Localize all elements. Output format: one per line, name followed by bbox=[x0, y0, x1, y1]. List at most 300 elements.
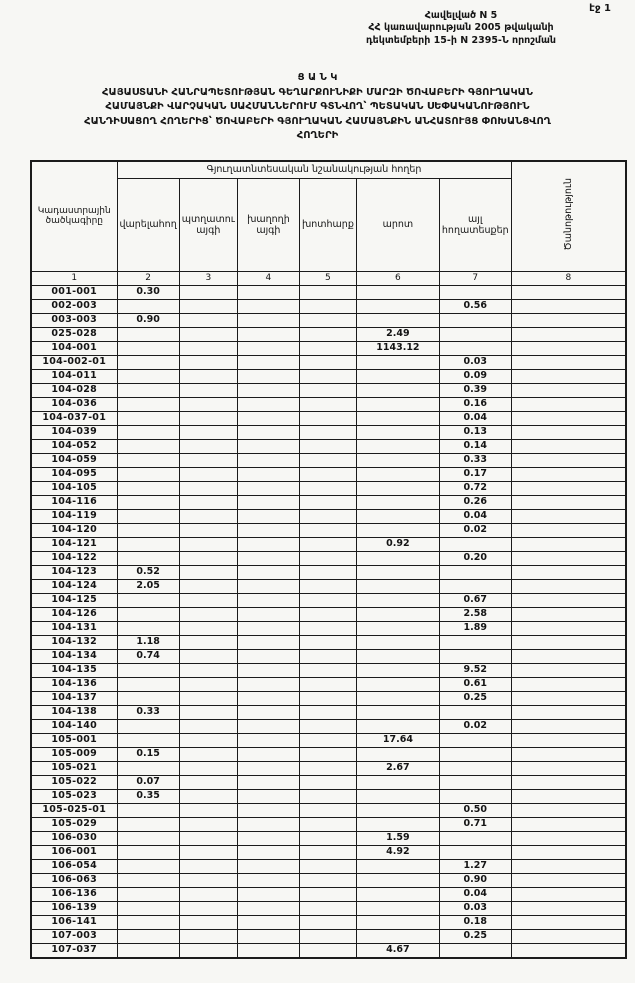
value-cell: 2.67 bbox=[356, 761, 439, 775]
table-row bbox=[31, 383, 626, 397]
value-cell bbox=[237, 411, 299, 425]
value-cell bbox=[299, 915, 356, 929]
value-cell bbox=[179, 523, 237, 537]
value-cell: 0.72 bbox=[439, 481, 511, 495]
value-cell bbox=[511, 747, 626, 761]
value-cell bbox=[511, 691, 626, 705]
value-cell bbox=[299, 789, 356, 803]
value-cell bbox=[439, 943, 511, 958]
value-cell bbox=[356, 705, 439, 719]
value-cell bbox=[179, 299, 237, 313]
land-parcels-table bbox=[30, 160, 627, 959]
cadastral-code-cell: 104-121 bbox=[31, 537, 117, 551]
table-row bbox=[31, 705, 626, 719]
value-cell bbox=[439, 789, 511, 803]
value-cell bbox=[237, 649, 299, 663]
value-cell bbox=[439, 327, 511, 341]
table-row bbox=[31, 859, 626, 873]
cadastral-code-cell: 106-054 bbox=[31, 859, 117, 873]
cadastral-code-cell: 106-030 bbox=[31, 831, 117, 845]
value-cell bbox=[511, 915, 626, 929]
value-cell bbox=[237, 915, 299, 929]
value-cell bbox=[511, 341, 626, 355]
value-cell bbox=[356, 621, 439, 635]
value-cell bbox=[511, 509, 626, 523]
value-cell bbox=[356, 299, 439, 313]
value-cell: 0.39 bbox=[439, 383, 511, 397]
cadastral-code-cell: 104-140 bbox=[31, 719, 117, 733]
value-cell bbox=[511, 523, 626, 537]
value-cell: 17.64 bbox=[356, 733, 439, 747]
value-cell bbox=[179, 859, 237, 873]
value-cell bbox=[299, 509, 356, 523]
header-subcolumn-arable-land: վարելահող bbox=[117, 178, 179, 271]
value-cell bbox=[356, 803, 439, 817]
value-cell: 2.58 bbox=[439, 607, 511, 621]
value-cell bbox=[237, 313, 299, 327]
column-number: 2 bbox=[117, 271, 179, 285]
value-cell bbox=[179, 649, 237, 663]
value-cell: 0.25 bbox=[439, 691, 511, 705]
cadastral-code-cell: 106-141 bbox=[31, 915, 117, 929]
value-cell bbox=[299, 649, 356, 663]
value-cell bbox=[117, 355, 179, 369]
value-cell bbox=[117, 943, 179, 958]
value-cell: 0.02 bbox=[439, 523, 511, 537]
cadastral-code-cell: 104-126 bbox=[31, 607, 117, 621]
value-cell bbox=[299, 705, 356, 719]
value-cell bbox=[356, 565, 439, 579]
value-cell bbox=[237, 495, 299, 509]
header-note bbox=[511, 161, 626, 272]
value-cell bbox=[179, 733, 237, 747]
value-cell bbox=[511, 635, 626, 649]
value-cell bbox=[299, 873, 356, 887]
value-cell bbox=[237, 593, 299, 607]
value-cell: 0.13 bbox=[439, 425, 511, 439]
value-cell bbox=[179, 509, 237, 523]
value-cell bbox=[511, 859, 626, 873]
value-cell bbox=[356, 747, 439, 761]
value-cell bbox=[299, 677, 356, 691]
value-cell bbox=[511, 873, 626, 887]
value-cell bbox=[299, 593, 356, 607]
value-cell bbox=[237, 747, 299, 761]
table-row bbox=[31, 873, 626, 887]
value-cell bbox=[237, 579, 299, 593]
value-cell bbox=[237, 621, 299, 635]
value-cell bbox=[299, 523, 356, 537]
title-line-1: Ց Ա Ն Կ bbox=[297, 72, 338, 84]
cadastral-code-cell: 105-001 bbox=[31, 733, 117, 747]
value-cell: 0.18 bbox=[439, 915, 511, 929]
table-row bbox=[31, 719, 626, 733]
value-cell: 0.14 bbox=[439, 439, 511, 453]
value-cell: 0.33 bbox=[117, 705, 179, 719]
value-cell bbox=[179, 831, 237, 845]
value-cell bbox=[179, 621, 237, 635]
value-cell bbox=[299, 565, 356, 579]
value-cell bbox=[299, 453, 356, 467]
column-number: 5 bbox=[299, 271, 356, 285]
value-cell bbox=[179, 873, 237, 887]
header-agricultural-lands-group: Գյուղատնտեսական նշանակության հողեր bbox=[117, 161, 511, 179]
value-cell: 0.90 bbox=[117, 313, 179, 327]
table-row bbox=[31, 691, 626, 705]
header-note-label: Ծանոթություն bbox=[562, 177, 574, 251]
table-row bbox=[31, 635, 626, 649]
value-cell bbox=[299, 691, 356, 705]
cadastral-code-cell: 104-134 bbox=[31, 649, 117, 663]
cadastral-code-cell: 104-002-01 bbox=[31, 355, 117, 369]
cadastral-code-cell: 104-125 bbox=[31, 593, 117, 607]
value-cell bbox=[179, 495, 237, 509]
value-cell bbox=[439, 635, 511, 649]
value-cell bbox=[179, 355, 237, 369]
value-cell: 0.26 bbox=[439, 495, 511, 509]
value-cell bbox=[117, 677, 179, 691]
header-subcolumn-other-land-types: այլ հողատեսքեր bbox=[439, 178, 511, 271]
cadastral-code-cell: 104-011 bbox=[31, 369, 117, 383]
cadastral-code-cell: 104-124 bbox=[31, 579, 117, 593]
value-cell bbox=[237, 803, 299, 817]
value-cell bbox=[237, 453, 299, 467]
value-cell bbox=[237, 481, 299, 495]
value-cell bbox=[237, 901, 299, 915]
value-cell bbox=[179, 411, 237, 425]
value-cell bbox=[299, 831, 356, 845]
value-cell bbox=[511, 285, 626, 299]
cadastral-code-cell: 104-123 bbox=[31, 565, 117, 579]
value-cell bbox=[356, 467, 439, 481]
header-subcolumn-orchard: պտղատու այգի bbox=[179, 178, 237, 271]
cadastral-code-cell: 104-122 bbox=[31, 551, 117, 565]
table-row bbox=[31, 621, 626, 635]
value-cell bbox=[356, 901, 439, 915]
table-row bbox=[31, 369, 626, 383]
value-cell bbox=[179, 761, 237, 775]
value-cell bbox=[117, 817, 179, 831]
value-cell: 1.89 bbox=[439, 621, 511, 635]
cadastral-code-cell: 105-022 bbox=[31, 775, 117, 789]
value-cell bbox=[179, 453, 237, 467]
value-cell bbox=[237, 537, 299, 551]
value-cell bbox=[299, 663, 356, 677]
cadastral-code-cell: 104-036 bbox=[31, 397, 117, 411]
header-subcolumn-hayfield: խոտհարք bbox=[299, 178, 356, 271]
value-cell bbox=[299, 327, 356, 341]
value-cell bbox=[356, 593, 439, 607]
cadastral-code-cell: 104-136 bbox=[31, 677, 117, 691]
value-cell bbox=[117, 873, 179, 887]
value-cell bbox=[117, 915, 179, 929]
value-cell bbox=[511, 831, 626, 845]
value-cell bbox=[237, 887, 299, 901]
table-row bbox=[31, 733, 626, 747]
cadastral-code-cell: 104-001 bbox=[31, 341, 117, 355]
value-cell bbox=[511, 607, 626, 621]
value-cell bbox=[511, 677, 626, 691]
value-cell bbox=[511, 803, 626, 817]
value-cell bbox=[299, 495, 356, 509]
value-cell: 0.03 bbox=[439, 355, 511, 369]
value-cell bbox=[237, 691, 299, 705]
value-cell bbox=[237, 929, 299, 943]
value-cell: 0.16 bbox=[439, 397, 511, 411]
value-cell bbox=[356, 649, 439, 663]
value-cell bbox=[179, 481, 237, 495]
value-cell bbox=[117, 663, 179, 677]
value-cell bbox=[511, 901, 626, 915]
value-cell bbox=[179, 705, 237, 719]
value-cell bbox=[356, 495, 439, 509]
cadastral-code-cell: 104-131 bbox=[31, 621, 117, 635]
value-cell bbox=[439, 845, 511, 859]
table-row bbox=[31, 523, 626, 537]
value-cell bbox=[179, 915, 237, 929]
value-cell bbox=[356, 411, 439, 425]
table-header bbox=[31, 161, 626, 286]
value-cell bbox=[299, 943, 356, 958]
header-cadastral-code: Կադաստրային ծածկագիրը bbox=[31, 161, 117, 272]
value-cell bbox=[117, 831, 179, 845]
column-number: 6 bbox=[356, 271, 439, 285]
value-cell bbox=[237, 565, 299, 579]
cadastral-code-cell: 105-021 bbox=[31, 761, 117, 775]
value-cell bbox=[299, 719, 356, 733]
value-cell bbox=[299, 299, 356, 313]
value-cell bbox=[356, 859, 439, 873]
value-cell bbox=[511, 327, 626, 341]
value-cell: 0.04 bbox=[439, 887, 511, 901]
value-cell bbox=[237, 663, 299, 677]
value-cell bbox=[299, 803, 356, 817]
table-row bbox=[31, 481, 626, 495]
title-line-4: ՀԱՆԴԻՍԱՑՈՂ ՀՈՂԵՐԻՑ՝ ԾՈՎԱԲԵՐԻ ԳՅՈՒՂԱԿԱՆ ՀԱՄԱՅՆՔԻՆ ԱՆՀԱՏՈՒՅՑ ՓՈԽԱՆՑՎՈՂ bbox=[84, 115, 551, 127]
value-cell bbox=[299, 845, 356, 859]
value-cell: 1.18 bbox=[117, 635, 179, 649]
header-row-column-numbers bbox=[31, 271, 626, 285]
cadastral-code-cell: 104-059 bbox=[31, 453, 117, 467]
value-cell bbox=[511, 481, 626, 495]
header-row-group bbox=[31, 161, 626, 179]
value-cell: 0.02 bbox=[439, 719, 511, 733]
value-cell bbox=[356, 691, 439, 705]
page-number: էջ 1 bbox=[589, 3, 611, 14]
value-cell bbox=[299, 313, 356, 327]
value-cell bbox=[299, 901, 356, 915]
value-cell bbox=[356, 887, 439, 901]
value-cell bbox=[299, 425, 356, 439]
value-cell bbox=[356, 677, 439, 691]
cadastral-code-cell: 105-025-01 bbox=[31, 803, 117, 817]
value-cell bbox=[179, 719, 237, 733]
value-cell bbox=[179, 677, 237, 691]
document-title bbox=[0, 71, 635, 144]
value-cell bbox=[299, 355, 356, 369]
cadastral-code-cell: 105-023 bbox=[31, 789, 117, 803]
header-subcolumn-vineyard: խաղողի այգի bbox=[237, 178, 299, 271]
value-cell bbox=[179, 943, 237, 958]
value-cell bbox=[117, 929, 179, 943]
value-cell bbox=[356, 607, 439, 621]
value-cell bbox=[356, 369, 439, 383]
table-row bbox=[31, 803, 626, 817]
value-cell bbox=[179, 817, 237, 831]
value-cell: 1.59 bbox=[356, 831, 439, 845]
value-cell: 0.52 bbox=[117, 565, 179, 579]
value-cell bbox=[511, 369, 626, 383]
value-cell bbox=[237, 397, 299, 411]
value-cell bbox=[179, 775, 237, 789]
value-cell bbox=[117, 607, 179, 621]
value-cell bbox=[299, 397, 356, 411]
value-cell bbox=[179, 537, 237, 551]
value-cell bbox=[511, 775, 626, 789]
value-cell: 1.27 bbox=[439, 859, 511, 873]
value-cell bbox=[179, 425, 237, 439]
title-line-5: ՀՈՂԵՐԻ bbox=[296, 130, 339, 142]
value-cell bbox=[356, 383, 439, 397]
value-cell bbox=[179, 369, 237, 383]
value-cell: 0.04 bbox=[439, 509, 511, 523]
value-cell bbox=[237, 873, 299, 887]
value-cell bbox=[179, 327, 237, 341]
value-cell bbox=[179, 383, 237, 397]
value-cell bbox=[356, 285, 439, 299]
table-row bbox=[31, 607, 626, 621]
table-row bbox=[31, 649, 626, 663]
cadastral-code-cell: 002-003 bbox=[31, 299, 117, 313]
column-number: 8 bbox=[511, 271, 626, 285]
value-cell bbox=[356, 817, 439, 831]
title-line-3: ՀԱՄԱՅՆՔԻ ՎԱՐՉԱԿԱՆ ՍԱՀՄԱՆՆԵՐՈՒՄ ԳՏՆՎՈՂ՝ ՊԵՏԱԿԱՆ ՍԵՓԱԿԱՆՈՒԹՅՈՒՆ bbox=[105, 101, 530, 113]
value-cell bbox=[117, 397, 179, 411]
value-cell bbox=[299, 859, 356, 873]
table-row bbox=[31, 537, 626, 551]
value-cell bbox=[356, 579, 439, 593]
table-row bbox=[31, 747, 626, 761]
value-cell bbox=[179, 341, 237, 355]
value-cell bbox=[237, 509, 299, 523]
cadastral-code-cell: 104-116 bbox=[31, 495, 117, 509]
value-cell: 0.07 bbox=[117, 775, 179, 789]
value-cell bbox=[179, 467, 237, 481]
value-cell bbox=[117, 593, 179, 607]
value-cell: 0.04 bbox=[439, 411, 511, 425]
value-cell bbox=[299, 817, 356, 831]
value-cell bbox=[237, 467, 299, 481]
header-subcolumn-pasture: արոտ bbox=[356, 178, 439, 271]
value-cell bbox=[299, 285, 356, 299]
cadastral-code-cell: 107-003 bbox=[31, 929, 117, 943]
value-cell bbox=[237, 705, 299, 719]
cadastral-code-cell: 106-139 bbox=[31, 901, 117, 915]
value-cell bbox=[299, 341, 356, 355]
table-row bbox=[31, 439, 626, 453]
value-cell bbox=[356, 873, 439, 887]
cadastral-code-cell: 105-029 bbox=[31, 817, 117, 831]
value-cell bbox=[179, 607, 237, 621]
value-cell bbox=[356, 635, 439, 649]
value-cell: 0.15 bbox=[117, 747, 179, 761]
value-cell bbox=[299, 733, 356, 747]
value-cell bbox=[237, 733, 299, 747]
column-number: 3 bbox=[179, 271, 237, 285]
value-cell bbox=[439, 705, 511, 719]
cadastral-code-cell: 107-037 bbox=[31, 943, 117, 958]
value-cell bbox=[117, 537, 179, 551]
value-cell: 0.56 bbox=[439, 299, 511, 313]
value-cell bbox=[117, 411, 179, 425]
value-cell bbox=[356, 397, 439, 411]
value-cell bbox=[299, 481, 356, 495]
cadastral-code-cell: 104-138 bbox=[31, 705, 117, 719]
value-cell bbox=[511, 313, 626, 327]
value-cell: 4.67 bbox=[356, 943, 439, 958]
value-cell bbox=[511, 845, 626, 859]
appendix-block bbox=[330, 0, 592, 47]
value-cell bbox=[237, 831, 299, 845]
value-cell bbox=[117, 467, 179, 481]
value-cell bbox=[511, 817, 626, 831]
table-row bbox=[31, 341, 626, 355]
table-row bbox=[31, 467, 626, 481]
value-cell: 0.71 bbox=[439, 817, 511, 831]
value-cell bbox=[439, 285, 511, 299]
value-cell bbox=[117, 383, 179, 397]
value-cell: 0.50 bbox=[439, 803, 511, 817]
value-cell bbox=[237, 369, 299, 383]
value-cell bbox=[356, 775, 439, 789]
appendix-line-1: Հավելված N 5 bbox=[424, 10, 498, 21]
value-cell bbox=[511, 789, 626, 803]
value-cell bbox=[179, 789, 237, 803]
column-number: 7 bbox=[439, 271, 511, 285]
value-cell bbox=[117, 327, 179, 341]
table-row bbox=[31, 789, 626, 803]
value-cell: 2.49 bbox=[356, 327, 439, 341]
appendix-line-2: ՀՀ կառավարության 2005 թվականի bbox=[368, 22, 554, 34]
value-cell bbox=[117, 523, 179, 537]
value-cell bbox=[299, 761, 356, 775]
value-cell bbox=[356, 439, 439, 453]
cadastral-code-cell: 003-003 bbox=[31, 313, 117, 327]
value-cell bbox=[237, 845, 299, 859]
value-cell bbox=[117, 439, 179, 453]
value-cell bbox=[356, 509, 439, 523]
value-cell bbox=[179, 663, 237, 677]
value-cell bbox=[179, 691, 237, 705]
value-cell bbox=[299, 383, 356, 397]
value-cell bbox=[237, 439, 299, 453]
value-cell bbox=[237, 341, 299, 355]
value-cell bbox=[356, 915, 439, 929]
cadastral-code-cell: 104-105 bbox=[31, 481, 117, 495]
cadastral-code-cell: 104-039 bbox=[31, 425, 117, 439]
value-cell bbox=[117, 691, 179, 705]
value-cell bbox=[299, 635, 356, 649]
value-cell bbox=[511, 411, 626, 425]
value-cell bbox=[237, 551, 299, 565]
value-cell bbox=[439, 775, 511, 789]
value-cell bbox=[511, 397, 626, 411]
value-cell bbox=[439, 649, 511, 663]
value-cell bbox=[511, 593, 626, 607]
value-cell: 0.33 bbox=[439, 453, 511, 467]
value-cell bbox=[117, 453, 179, 467]
value-cell bbox=[237, 299, 299, 313]
